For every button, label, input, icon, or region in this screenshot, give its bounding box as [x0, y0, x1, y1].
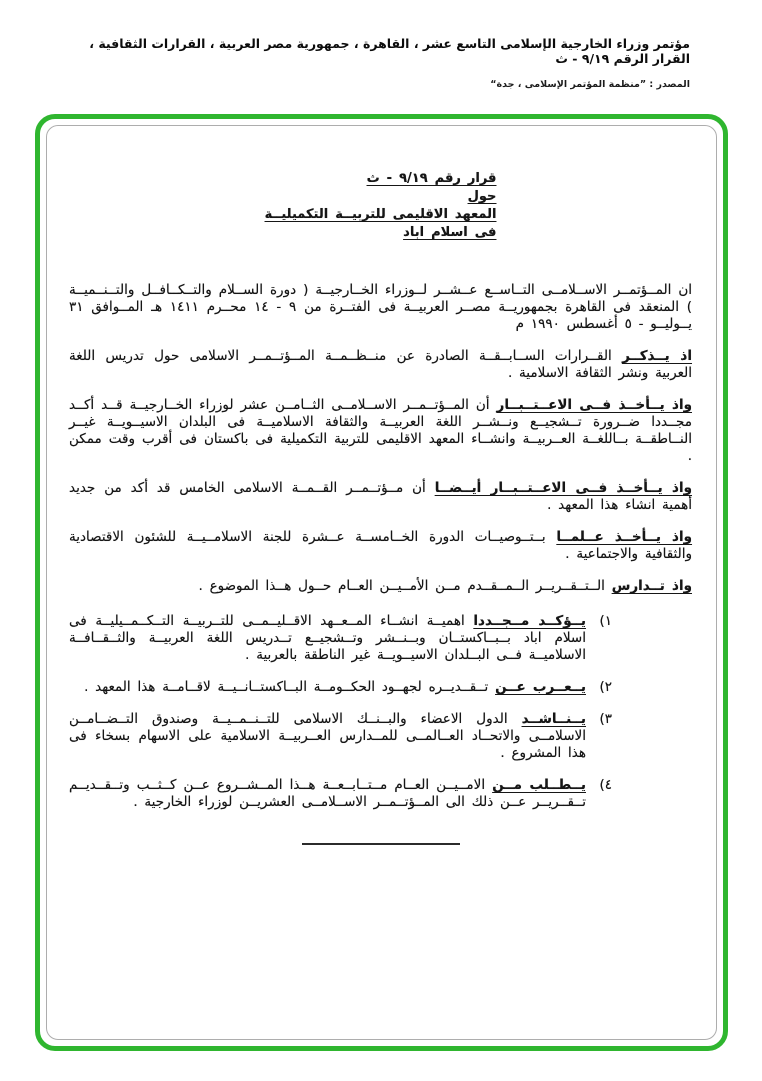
- recital-paragraph: [69, 529, 692, 563]
- title-line-about: حول: [467, 189, 497, 204]
- paragraph-text: بــتــوصيــات الدورة الخــامســة عــشرة للجنة الاسلامــيــة للشئون الاقتصادية والثقافية والاجتماعية .: [69, 529, 692, 562]
- paragraph-text: ان المــؤتمــر الاســلامــى التــاســع عــشــر لــوزراء الخــارجيــة ( دورة الســلام والتــكــافــل والتــنــميــة ) المنعقد فى القاهرة بجمهوريــة مصــر العربيــة فى الفتــرة من ٩ - ١٤ محــرم ١٤١١ هـ المــوافق ٣١ يــوليــو - ٥ أغسطس ١٩٩٠ م: [69, 282, 692, 332]
- resolution-item: [69, 679, 692, 696]
- recital-paragraph: [69, 397, 692, 465]
- item-number: ٤): [599, 777, 612, 793]
- item-number: ٣): [599, 711, 612, 727]
- item-lead: يــطــلب مــن: [492, 777, 586, 793]
- resolution-body: [41, 120, 722, 1045]
- item-paragraph: [69, 679, 586, 696]
- header-source-line: المصدر : ”منظمة المؤتمر الإسلامى ، جدة“: [490, 79, 690, 90]
- resolution-item: [69, 711, 692, 762]
- recital-lead: واذ يــأخــذ فــى الاعــتــبــار: [496, 397, 692, 413]
- item-lead: يــنــاشــد: [521, 711, 586, 727]
- item-number: ١): [599, 613, 612, 629]
- item-text: الدول الاعضاء والبــنــك الاسلامى للتــنــمــيــة وصندوق التــضــامــن الاسلامــى والاتحــاد العــالمــى للمــدارس العــربيــة الاسلامية على الاسهام بسخاء فى هذا المشروع .: [69, 711, 586, 761]
- recital-lead: واذ يــأخــذ عــلمــا: [556, 529, 693, 545]
- operative-items-list: [69, 613, 692, 811]
- recital-lead: واذ تــدارس: [611, 578, 692, 594]
- title-line-city: فى اسلام اباد: [403, 225, 497, 240]
- title-line-institute: المعهد الاقليمى للتربيــة التكميليــة: [264, 207, 497, 222]
- recital-paragraph: [69, 578, 692, 595]
- paragraph-text: الــتــقــريــر الــمــقــدم مــن الأمــيــن العــام حــول هــذا الموضوع .: [198, 578, 605, 594]
- paragraph-text: القــرارات الســابــقــة الصادرة عن منــظــمــة المــؤتــمــر الاسلامى حول تدريس اللغة العربية ونشر الثقافة الاسلامية .: [69, 348, 692, 381]
- paragraph-text: أن مــؤتــمــر القــمــة الاسلامى الخامس قد أكد من جديد أهمية انشاء هذا المعهد .: [69, 480, 692, 513]
- green-border-frame: [35, 114, 728, 1051]
- item-paragraph: [69, 711, 586, 762]
- paragraph-text: أن المــؤتــمــر الاســلامــى الثــامــن عشر لوزراء الخــارجيــة قــد أكــد مجــددا ضــرورة تــشجيــع ونــشــر اللغة العربيــة والثقافة الاسلاميــة فى البلدان الاسيــويــة غيــر النــاطقــة بــاللغــة العــربيــة وانشــاء المعهد الاقليمى للتربية التكميلية فى باكستان فى أقرب وقت ممكن .: [69, 397, 692, 464]
- document-header: [48, 36, 690, 90]
- item-text: الامــيــن العــام مــتــابــعــة هــذا المــشــروع عــن كــثــب وتــقــديــم تــقــريــر عــن ذلك الى المــؤتــمــر الاســلامــى العشريــن لوزراء الخارجية .: [69, 777, 586, 810]
- recital-paragraph: [69, 348, 692, 382]
- item-lead: يــؤكــد مــجــددا: [473, 613, 586, 629]
- item-paragraph: [69, 777, 586, 811]
- preamble-paragraph: [69, 282, 692, 333]
- item-paragraph: [69, 613, 586, 664]
- resolution-title-block: [265, 170, 497, 242]
- item-lead: يــعــرب عــن: [495, 679, 586, 695]
- title-line-number: قرار رقم ٩/١٩ - ث: [366, 171, 497, 186]
- item-number: ٢): [599, 679, 612, 695]
- item-text: تــقــديــره لجهــود الحكــومــة البــاكستــانــيــة لاقــامــة هذا المعهد .: [84, 679, 489, 695]
- end-of-document-rule: [302, 843, 460, 845]
- recital-lead: اذ يــذكــر: [622, 348, 692, 364]
- resolution-item: [69, 613, 692, 664]
- item-text: اهميــة انشــاء المــعــهد الاقــليــمــى للتــربيــة التــكــمــيليــة فى اسلام اباد بــبــاكستــان وبــنــشر وتــشجيــع تــدريس اللغة العربيــة والثــقــافــة الاسلاميــة فــى البــلدان الاسيــويــة غير الناطقة بالعربية .: [69, 613, 586, 663]
- recital-paragraph: [69, 480, 692, 514]
- header-citation-line: مؤتمر وزراء الخارجية الإسلامى التاسع عشر ، القاهرة ، جمهورية مصر العربية ، القرارات الثقافية ، القرار الرقم ٩/١٩ - ث: [89, 36, 690, 66]
- resolution-item: [69, 777, 692, 811]
- recital-lead: واذ يــأخــذ فــى الاعــتــبــار أيــضــا: [434, 480, 692, 496]
